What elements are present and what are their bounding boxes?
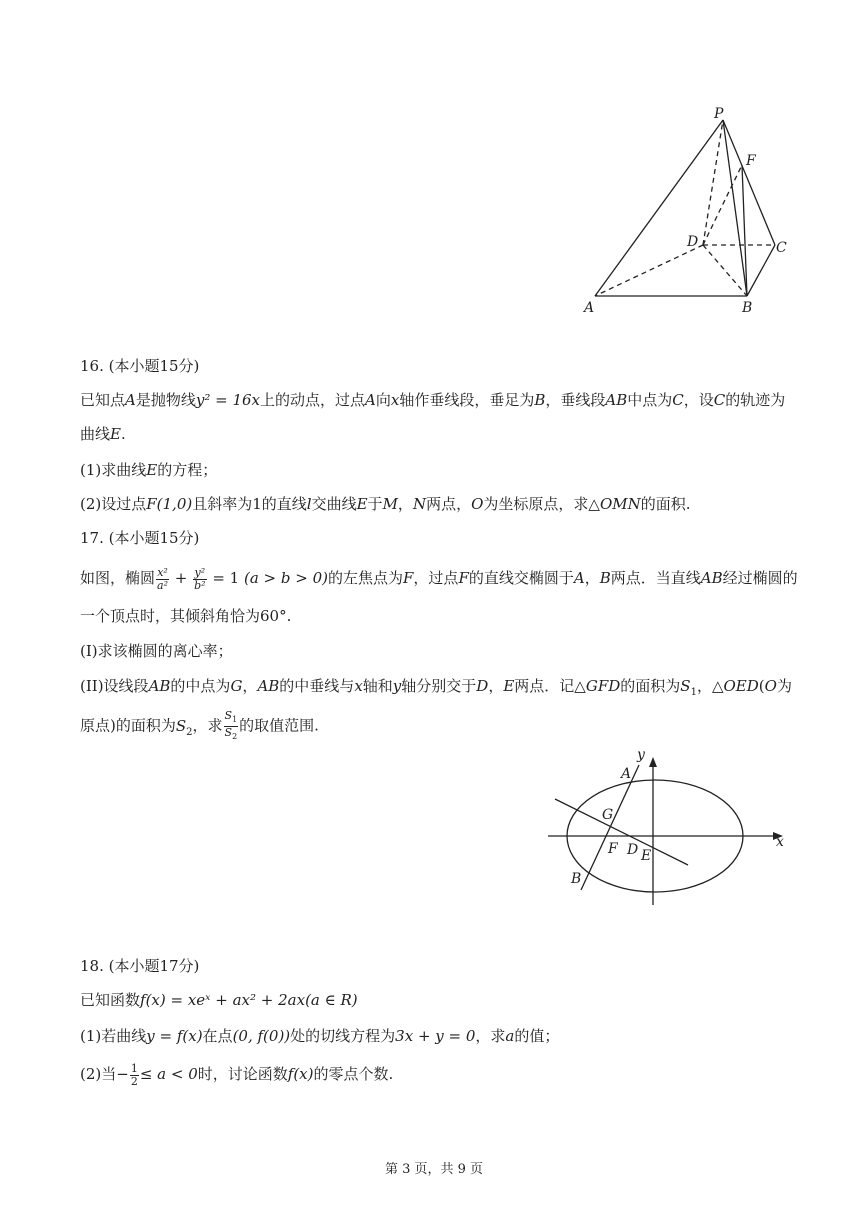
label-G: G <box>602 807 614 823</box>
label-x: x <box>776 834 784 850</box>
q16-part2: (2)设过点F(1,0)且斜率为1的直线l交曲线E于M，N两点，O为坐标原点，求△OMN的面积. <box>80 495 691 513</box>
q18-part1: (1)若曲线y = f(x)在点(0, f(0))处的切线方程为3x + y = 0，求a的值； <box>80 1027 560 1045</box>
label-E: E <box>641 848 652 864</box>
q17-line2: 一个顶点时，其倾斜角恰为60°. <box>80 607 292 625</box>
edge-DP <box>703 120 723 245</box>
label-A: A <box>621 766 632 782</box>
q17-part2: (II)设线段AB的中点为G，AB的中垂线与x轴和y轴分别交于D，E两点．记△GFD的面积为$S_1$，△OED(O为 <box>80 677 792 698</box>
pyramid-figure <box>575 100 795 320</box>
frac-one-half: $\frac{1}{2}$ <box>130 1061 138 1088</box>
edge-PC <box>723 120 775 245</box>
q16-line1: 已知点A是抛物线y² = 16x上的动点，过点A向x轴作垂线段，垂足为B，垂线段AB中点为C，设C的轨迹为 <box>80 391 786 409</box>
y-axis-arrow <box>649 757 657 767</box>
q17-line1: 如图，椭圆 $\frac{\text{x²}}{\text{a²}}$ + $\frac{\text{y²}}{\text{b²}}$ = 1 (a > b > 0)的左焦点为F，过点F的直线交椭圆于A，B两点．当直线AB经过椭圆的 <box>80 565 798 592</box>
frac-y2-b2: $\frac{\text{y²}}{\text{b²}}$ <box>194 565 206 592</box>
edge-DB <box>703 245 747 296</box>
label-A: A <box>584 300 595 316</box>
frac-s1-s2: $\frac{S_1}{S_2}$ <box>224 709 238 742</box>
edge-PA <box>595 120 723 296</box>
label-B: B <box>742 300 753 316</box>
perpendicular-bisector <box>555 799 688 865</box>
label-F: F <box>608 841 618 857</box>
label-F: F <box>746 153 756 169</box>
ellipse-figure <box>540 745 790 915</box>
q16-header: 16. (本小题15分) <box>80 357 200 375</box>
label-y: y <box>637 747 645 763</box>
line-AB <box>581 765 639 890</box>
label-D: D <box>687 234 699 250</box>
label-C: C <box>776 240 787 256</box>
q17-part1: (I)求该椭圆的离心率； <box>80 642 233 660</box>
edge-DA <box>595 245 703 296</box>
frac-x2-a2: $\frac{\text{x²}}{\text{a²}}$ <box>157 565 168 592</box>
label-D: D <box>627 842 639 858</box>
q18-header: 18. (本小题17分) <box>80 957 200 975</box>
label-P: P <box>714 106 724 122</box>
q16-part1: (1)求曲线E的方程； <box>80 461 218 479</box>
q17-header: 17. (本小题15分) <box>80 529 200 547</box>
page-footer: 第 3 页，共 9 页 <box>384 1162 484 1177</box>
q17-part3: 原点)的面积为$S_2$，求 $\frac{S_1}{S_2}$ 的取值范围. <box>80 709 319 742</box>
edge-BC <box>747 245 775 296</box>
label-B: B <box>571 871 582 887</box>
q16-line2: 曲线E. <box>80 425 126 443</box>
q18-line1: 已知函数f(x) = xeˣ + ax² + 2ax(a ∈ R) <box>80 991 358 1009</box>
q18-part2: (2)当− $\frac{1}{2}$ ≤ a < 0时，讨论函数f(x)的零点个数. <box>80 1061 394 1088</box>
